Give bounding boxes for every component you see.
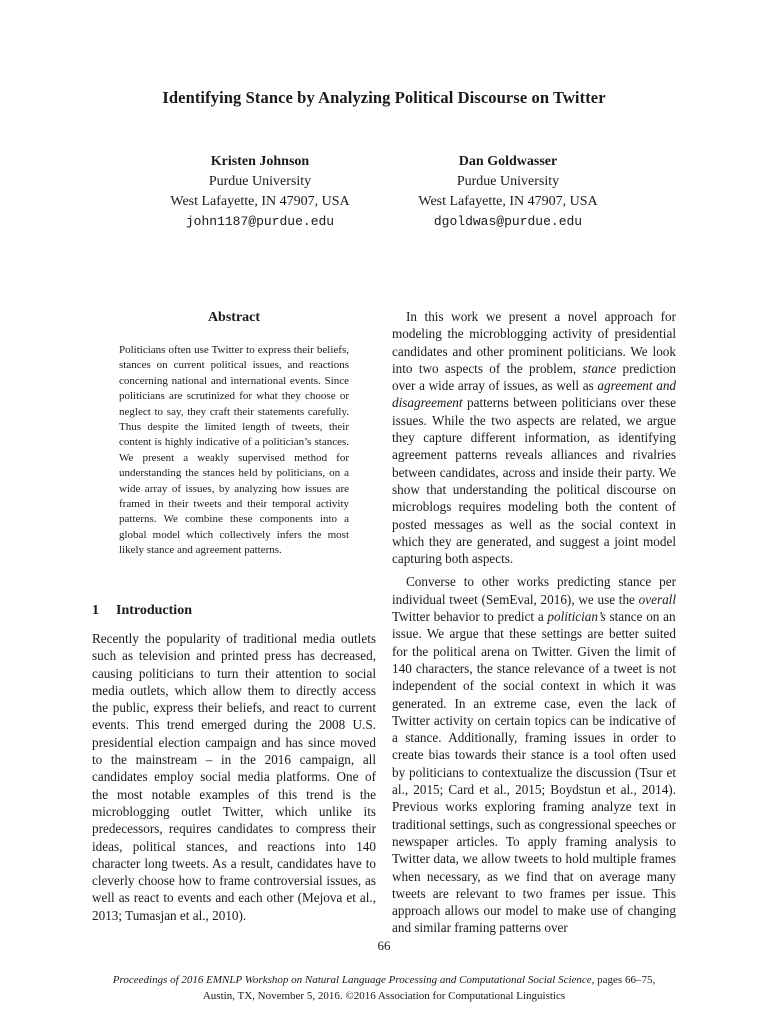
emphasis-run: agreement and disagreement bbox=[392, 378, 677, 411]
author-name: Dan Goldwasser bbox=[458, 154, 558, 169]
section-number: 1 bbox=[92, 603, 99, 618]
author-block-1 bbox=[130, 152, 390, 232]
footer-venue: Proceedings of 2016 EMNLP Workshop on Natural Language Processing and Computational Social Science bbox=[112, 974, 592, 986]
intro-paragraph: Recently the popularity of traditional media outlets such as television and printed press has decreased, causing politicians to turn their attention to social media outlets, which allow them to directly access the public, express their beliefs, and react to current events. This trend emerged during the 2008 U.S. presidential election campaign and has since moved to the mainstream – in the 2016 campaign, all candidates employ social media platforms. One of the most notable examples of this trend is the microblogging outlet Twitter, which unlike its predecessors, requires candidates to compress their ideas, political stances, and reactions into 140 character long tweets. As a result, candidates have to cleverly choose how to frame controversial issues, as well as react to events and each other (Mejova et al., 2013; Tumasjan et al., 2010). bbox=[92, 631, 376, 923]
text-run: patterns between politicians over these issues. While the two aspects are related, we argue they capture different information, as identifying agreement patterns reveals alliances and rivalries between candidates, across and inside their party. We show that understanding the political discourse on microblogs requires modeling both the content of posted messages as well as the social context in which they are generated, and suggest a joint model capturing both aspects. bbox=[392, 395, 676, 567]
right-column-body bbox=[392, 308, 676, 937]
body-paragraph-2 bbox=[392, 573, 676, 936]
author-location: West Lafayette, IN 47907, USA bbox=[418, 194, 598, 209]
author-affiliation: Purdue University bbox=[208, 174, 312, 189]
author-block-2 bbox=[378, 152, 638, 232]
author-affiliation: Purdue University bbox=[456, 174, 560, 189]
author-name: Kristen Johnson bbox=[210, 154, 310, 169]
body-paragraph-1 bbox=[392, 308, 676, 567]
author-location: West Lafayette, IN 47907, USA bbox=[170, 194, 350, 209]
abstract-text bbox=[119, 343, 349, 559]
paper-title: Identifying Stance by Analyzing Political Discourse on Twitter bbox=[162, 88, 606, 107]
text-run: Twitter behavior to predict a bbox=[392, 609, 548, 625]
section-heading-introduction bbox=[92, 603, 192, 619]
text-run: Converse to other works predicting stance per individual tweet (SemEval, 2016), we use the bbox=[392, 574, 676, 607]
text-run: In this work we present a novel approach for modeling the microblogging activity of presidential candidates and other prominent politicians. We look into two aspects of the problem, bbox=[392, 309, 676, 376]
footer-line-1 bbox=[0, 972, 768, 988]
author-email: john1187@purdue.edu bbox=[185, 214, 335, 229]
emphasis-run: politician’s bbox=[547, 609, 606, 625]
abstract-heading: Abstract bbox=[207, 310, 261, 325]
text-run: stance on an issue. We argue that these settings are better suited for the political arena on Twitter. Given the limit of 140 characters, the stance relevance of a tweet is not independent of the social context in which it was generated. In an extreme case, even the lack of Twitter activity on certain topics can be indicative of a stance. Additionally, framing issues in order to create bias towards their stance is a tool often used by politicians to contextualize the discussion (Tsur et al., 2015; Card et al., 2015; Boydstun et al., 2014). Previous works exploring framing analyze text in traditional settings, such as congressional speeches or newspaper articles. To apply framing analysis to Twitter data, we allow tweets to hold multiple frames when necessary, as we find that on average many tweets are relevant to two frames per issue. This approach allows our model to make use of changing and similar framing patterns over bbox=[392, 609, 676, 936]
proceedings-footer bbox=[0, 972, 768, 1004]
author-email: dgoldwas@purdue.edu bbox=[433, 214, 583, 229]
left-column-body bbox=[92, 630, 376, 924]
page-number: 66 bbox=[377, 938, 391, 953]
emphasis-run: overall bbox=[638, 591, 676, 607]
emphasis-run: stance bbox=[582, 360, 617, 376]
footer-pages: , pages 66–75, bbox=[591, 974, 656, 986]
abstract-paragraph: Politicians often use Twitter to express their beliefs, stances on current political issues, and reactions concerning national and international events. Since politicians are scrutinized for what they choose or neglect to say, they craft their statements carefully. Thus despite the limited length of tweets, their content is highly indicative of a politician’s stances. We present a weakly supervised method for understanding the stances held by politicians, on a wide array of issues, by analyzing how issues are framed in their tweets and their temporal activity patterns. We combine these components into a global model which collectively infers the most likely stance and agreement patterns. bbox=[119, 344, 349, 557]
footer-line-2: Austin, TX, November 5, 2016. ©2016 Association for Computational Linguistics bbox=[202, 990, 566, 1002]
section-title: Introduction bbox=[116, 603, 192, 618]
text-run: prediction over a wide array of issues, as well as bbox=[392, 360, 677, 394]
